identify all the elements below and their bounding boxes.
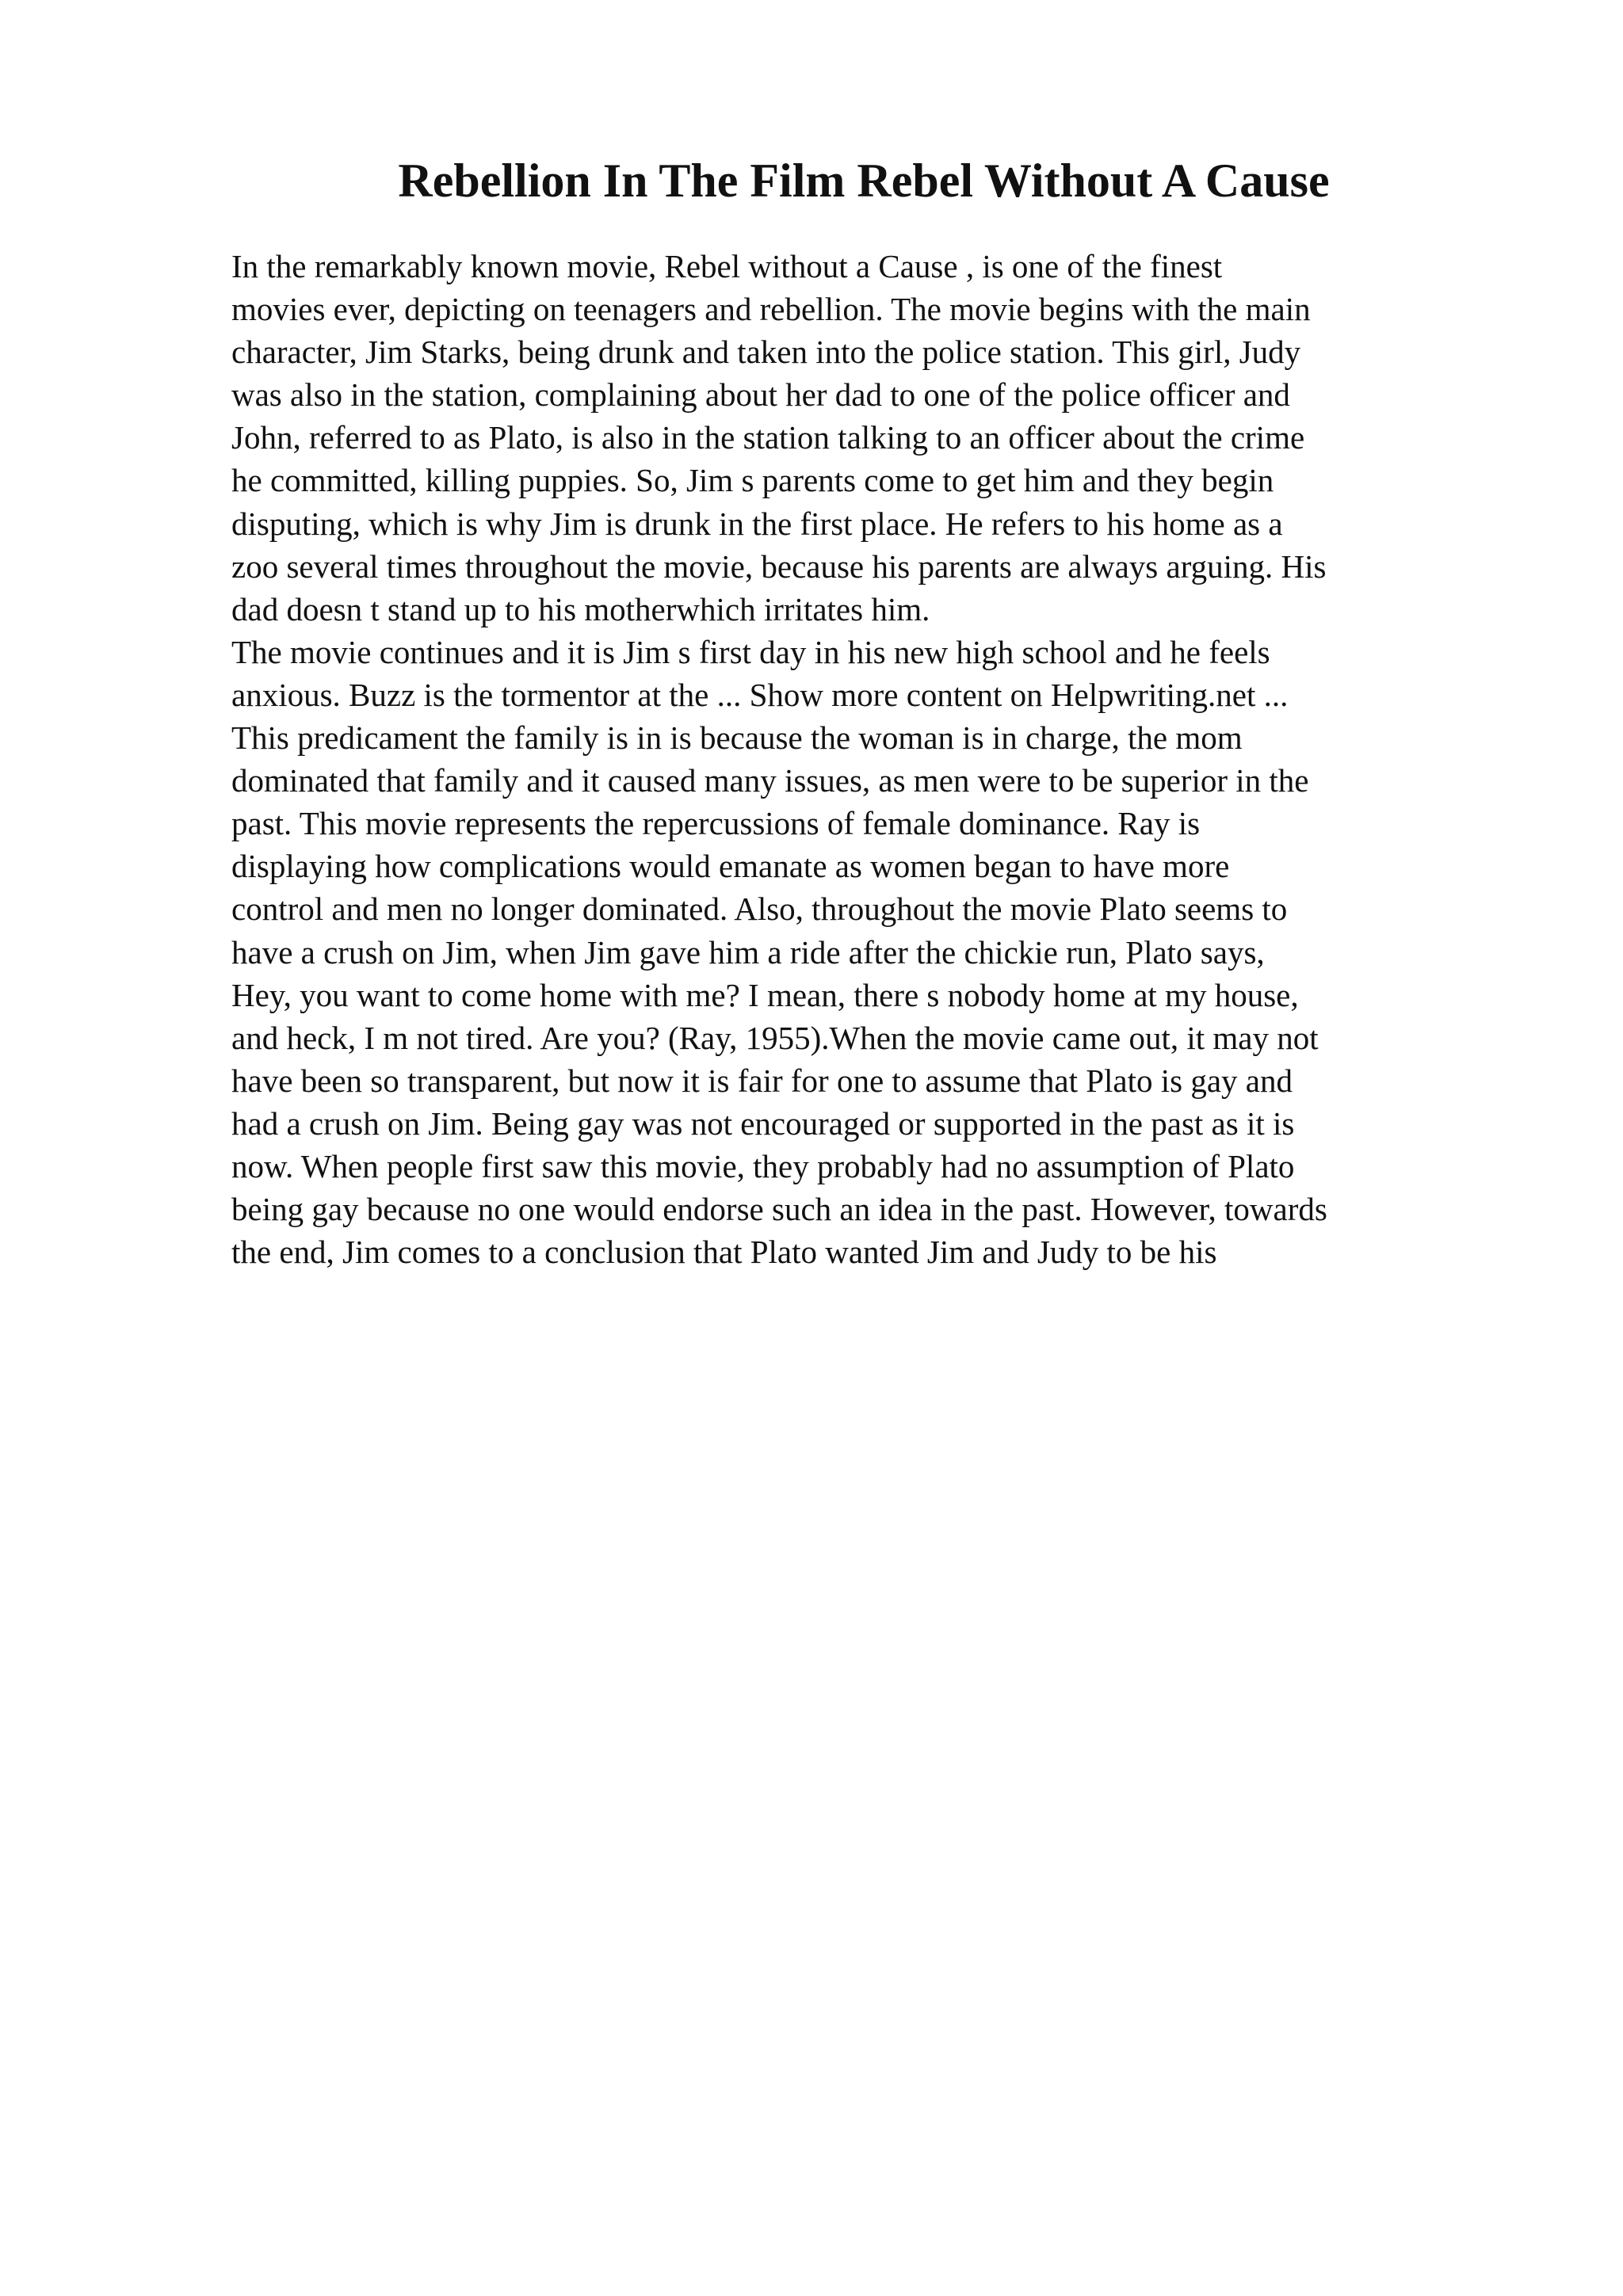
body-line: movies ever, depicting on teenagers and rebellion. The movie begins with the main <box>231 291 1311 328</box>
body-line: disputing, which is why Jim is drunk in the first place. He refers to his home as a <box>231 505 1283 542</box>
body-line: he committed, killing puppies. So, Jim s parents come to get him and they begin <box>231 462 1274 499</box>
body-line: being gay because no one would endorse such an idea in the past. However, towards <box>231 1191 1327 1228</box>
body-line: and heck, I m not tired. Are you? (Ray, 1955).When the movie came out, it may not <box>231 1019 1319 1056</box>
body-line: had a crush on Jim. Being gay was not encouraged or supported in the past as it is <box>231 1104 1295 1142</box>
body-line: Hey, you want to come home with me? I mean, there s nobody home at my house, <box>231 976 1299 1013</box>
document-title: Rebellion In The Film Rebel Without A Cause <box>398 154 1330 207</box>
body-line: zoo several times throughout the movie, because his parents are always arguing. His <box>231 547 1327 585</box>
body-line: control and men no longer dominated. Also, throughout the movie Plato seems to <box>231 891 1288 928</box>
body-line: anxious. Buzz is the tormentor at the ... Show more content on Helpwriting.net ... <box>231 676 1289 713</box>
body-line: have a crush on Jim, when Jim gave him a ride after the chickie run, Plato says, <box>231 933 1265 971</box>
body-line: This predicament the family is in is because the woman is in charge, the mom <box>231 719 1243 757</box>
document-body <box>231 245 1499 1273</box>
body-line: past. This movie represents the repercussions of female dominance. Ray is <box>231 805 1201 842</box>
body-line: have been so transparent, but now it is fair for one to assume that Plato is gay and <box>231 1062 1293 1099</box>
body-line: was also in the station, complaining about her dad to one of the police officer and <box>231 376 1290 414</box>
body-line: displaying how complications would emanate as women began to have more <box>231 848 1230 885</box>
body-line: character, Jim Starks, being drunk and taken into the police station. This girl, Judy <box>231 334 1301 371</box>
body-line: dad doesn t stand up to his motherwhich irritates him. <box>231 590 930 627</box>
body-line: John, referred to as Plato, is also in the station talking to an officer about the crime <box>231 419 1305 456</box>
body-line: The movie continues and it is Jim s first day in his new high school and he feels <box>231 633 1270 670</box>
body-line: now. When people first saw this movie, they probably had no assumption of Plato <box>231 1147 1295 1184</box>
body-line: the end, Jim comes to a conclusion that Plato wanted Jim and Judy to be his <box>231 1234 1217 1271</box>
body-line: dominated that family and it caused many issues, as men were to be superior in the <box>231 762 1309 799</box>
body-line: In the remarkably known movie, Rebel without a Cause , is one of the finest <box>231 248 1223 284</box>
